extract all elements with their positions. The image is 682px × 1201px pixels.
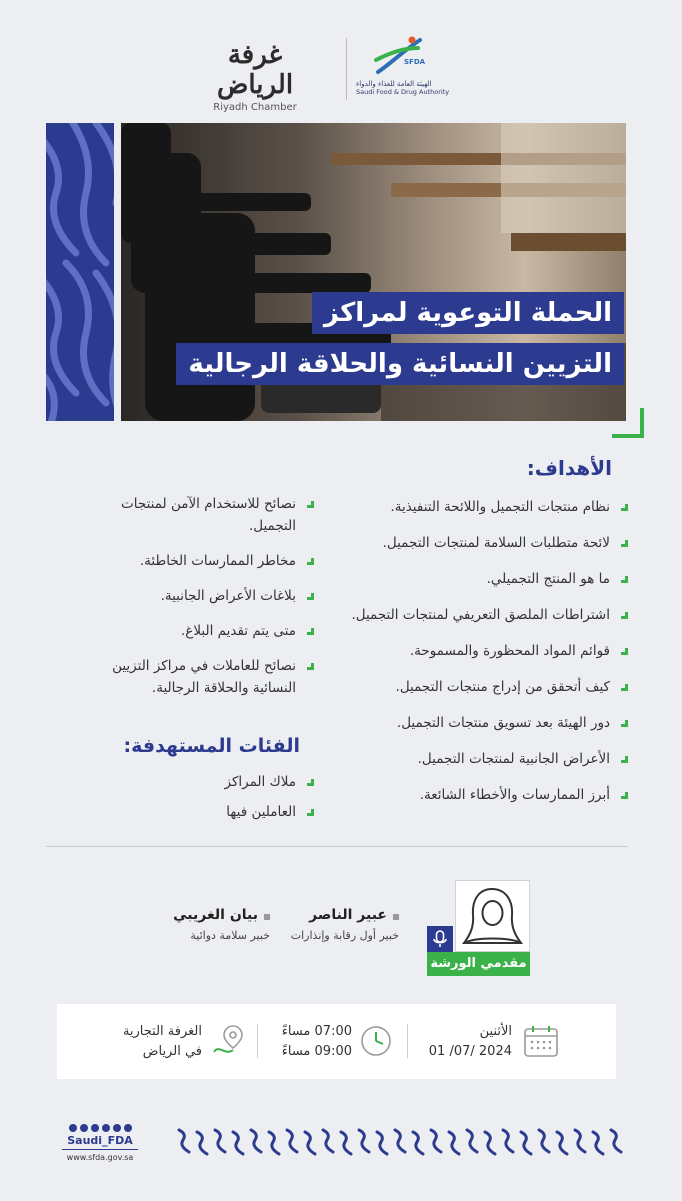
- campaign-title-line-2: التزيين النسائية والحلاقة الرجالية: [176, 343, 624, 385]
- event-location-line-1: الغرفة التجارية: [122, 1024, 202, 1039]
- goal-item: متى يتم تقديم البلاغ.: [72, 620, 314, 642]
- presenter-1: [291, 907, 399, 942]
- footer-wave-pattern-icon: [175, 1124, 631, 1160]
- instagram-icon[interactable]: [102, 1124, 110, 1132]
- sfda-name-english: Saudi Food & Drug Authority: [356, 88, 450, 96]
- microphone-icon: [427, 926, 453, 952]
- social-icons: [62, 1124, 138, 1132]
- goal-item: اشتراطات الملصق التعريفي لمنتجات التجميل.: [328, 604, 628, 626]
- facebook-icon[interactable]: [113, 1124, 121, 1132]
- section-divider: [46, 846, 628, 847]
- goal-item: دور الهيئة بعد تسويق منتجات التجميل.: [328, 712, 628, 734]
- sfda-emblem-icon: [368, 34, 428, 78]
- logo-divider: [346, 38, 347, 100]
- campaign-title-line-1: الحملة التوعوية لمراكز: [312, 292, 624, 334]
- hero-pattern-panel: [46, 123, 114, 421]
- website-link[interactable]: www.sfda.gov.sa: [66, 1153, 134, 1162]
- footer-social: [62, 1124, 138, 1162]
- presenter-role: خبير أول رقابة وإنذارات: [290, 929, 399, 942]
- goals-list-left: [72, 493, 314, 712]
- riyadh-chamber-logo: [190, 40, 320, 113]
- event-location: [123, 1022, 202, 1062]
- event-time: [282, 1022, 352, 1062]
- targets-heading: الفئات المستهدفة:: [123, 735, 300, 757]
- microphone-badge: [427, 926, 453, 952]
- goal-item: نظام منتجات التجميل واللائحة التنفيذية.: [328, 496, 628, 518]
- goal-item: نصائح للعاملات في مراكز التزيين النسائية والحلاقة الرجالية.: [72, 655, 314, 699]
- presenter-2: [173, 907, 270, 942]
- goal-item: مخاطر الممارسات الخاطئة.: [72, 550, 314, 572]
- presenter-avatar: [455, 880, 530, 952]
- goal-item: بلاغات الأعراض الجانبية.: [72, 585, 314, 607]
- target-item: ملاك المراكز: [114, 771, 314, 793]
- goals-list-right: [328, 496, 628, 820]
- targets-list: [114, 771, 314, 831]
- event-location-line-2: في الرياض: [142, 1044, 202, 1059]
- corner-accent: [612, 408, 644, 438]
- location-pin-icon: [211, 1022, 245, 1058]
- x-icon[interactable]: [69, 1124, 77, 1132]
- event-time-start: 07:00 مساءً: [281, 1024, 352, 1039]
- event-date: [429, 1022, 512, 1062]
- hijab-woman-icon: [456, 881, 529, 951]
- sfda-mark-text: SFDA: [404, 58, 426, 66]
- sfda-logo: [356, 34, 456, 96]
- event-date-value: 2024 /07/ 01: [428, 1044, 512, 1059]
- wave-pattern-icon: [46, 123, 114, 421]
- calendar-icon: [523, 1024, 559, 1058]
- goal-item: كيف أتحقق من إدراج منتجات التجميل.: [328, 676, 628, 698]
- info-divider: [257, 1024, 258, 1058]
- goal-item: ما هو المنتج التجميلي.: [328, 568, 628, 590]
- presenter-name: بيان الغريبي: [173, 907, 270, 923]
- youtube-icon[interactable]: [91, 1124, 99, 1132]
- sfda-name-arabic: الهيئة العامة للغذاء والدواء: [356, 80, 432, 88]
- clock-icon: [359, 1024, 393, 1058]
- goal-item: أبرز الممارسات والأخطاء الشائعة.: [328, 784, 628, 806]
- snapchat-icon[interactable]: [124, 1124, 132, 1132]
- linkedin-icon[interactable]: [80, 1124, 88, 1132]
- event-time-end: 09:00 مساءً: [281, 1044, 352, 1059]
- presenter-name: عبير الناصر: [291, 907, 399, 923]
- goal-item: قوائم المواد المحظورة والمسموحة.: [328, 640, 628, 662]
- social-handle[interactable]: Saudi_FDA: [62, 1134, 138, 1150]
- event-info-bar: [57, 1004, 616, 1079]
- chamber-logo-arabic: غرفة الرياض: [216, 40, 294, 100]
- presenter-role: خبير سلامة دوائية: [190, 929, 270, 942]
- footer-pattern: [175, 1124, 631, 1160]
- header-logos: [0, 34, 682, 113]
- goal-item: لائحة متطلبات السلامة لمنتجات التجميل.: [328, 532, 628, 554]
- info-divider: [407, 1024, 408, 1058]
- chamber-logo-english: Riyadh Chamber: [213, 102, 297, 113]
- target-item: العاملين فيها: [114, 801, 314, 823]
- presenters-label: مقدمي الورشة: [427, 952, 530, 976]
- goal-item: الأعراض الجانبية لمنتجات التجميل.: [328, 748, 628, 770]
- goal-item: نصائح للاستخدام الآمن لمنتجات التجميل.: [72, 493, 314, 537]
- goals-heading: الأهداف:: [526, 456, 612, 480]
- event-day: الأثنين: [479, 1024, 512, 1039]
